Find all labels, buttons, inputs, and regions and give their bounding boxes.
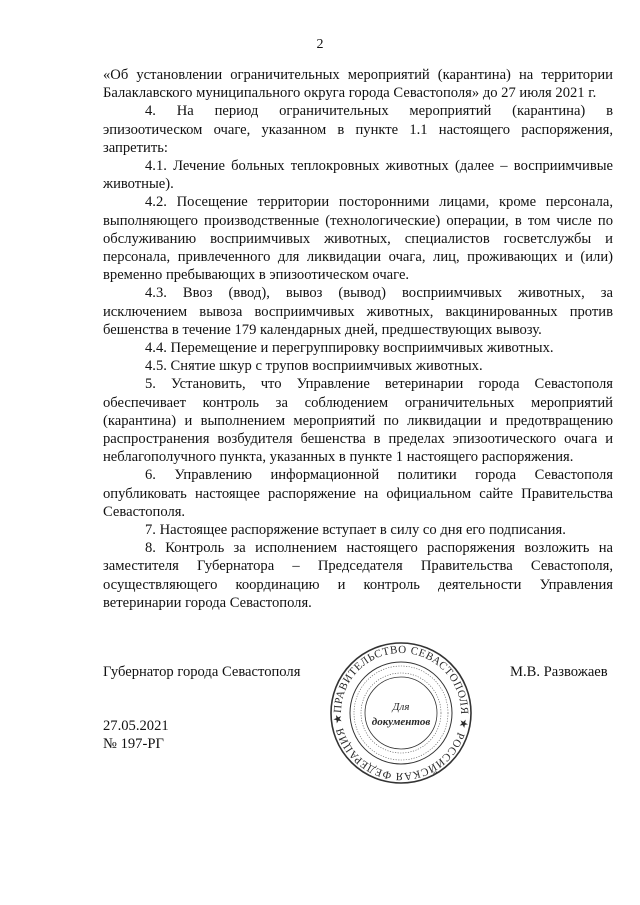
- document-number: № 197-РГ: [103, 736, 164, 752]
- seal-center-line1: Для: [392, 701, 410, 713]
- paragraph: «Об установлении ограничительных мероприятий (карантина) на территории Балаклавского муниципального округа города Севастополя» до 27 июля 2021 г.: [103, 67, 613, 102]
- document-body: [103, 66, 613, 612]
- seal-outer-text: ПРАВИТЕЛЬСТВО СЕВАСТОПОЛЯ ★ РОССИЙСКАЯ ФЕДЕРАЦИЯ ★: [331, 643, 471, 783]
- paragraph: 4. На период ограничительных мероприятий (карантина) в эпизоотическом очаге, указанном в пункте 1.1 настоящего распоряжения, запретить:: [103, 103, 613, 156]
- paragraph: 4.5. Снятие шкур с трупов восприимчивых животных.: [145, 358, 483, 375]
- paragraph: 6. Управлению информационной политики города Севастополя опубликовать настоящее распоряжение на официальном сайте Правительства Севастополя.: [103, 467, 613, 520]
- signatory-name: М.В. Развожаев: [510, 664, 608, 680]
- paragraph: 7. Настоящее распоряжение вступает в силу со дня его подписания.: [145, 522, 566, 539]
- document-date: 27.05.2021: [103, 718, 169, 734]
- paragraph: 8. Контроль за исполнением настоящего распоряжения возложить на заместителя Губернатора – Председателя Правительства Севастополя, осуществляющего координацию и контроль деятельности Управления ветеринарии города Севастополя.: [103, 540, 613, 611]
- seal-center-line2: документов: [371, 716, 431, 728]
- paragraph: 5. Установить, что Управление ветеринарии города Севастополя обеспечивает контроль за соблюдением ограничительных мероприятий (карантина) и выполнением мероприятий по ликвидации и предотвращению распространения возбудителя бешенства в пределах эпизоотического очага и неблагополучного пункта, указанных в пункте 1 настоящего распоряжения.: [103, 376, 613, 466]
- paragraph: 4.3. Ввоз (ввод), вывоз (вывод) восприимчивых животных, за исключением вывоза восприимчивых животных, вакцинированных против бешенства в течение 179 календарных дней, предшествующих вывозу.: [103, 285, 613, 338]
- official-seal: [328, 640, 474, 786]
- svg-text:ПРАВИТЕЛЬСТВО СЕВАСТОПОЛЯ ★ РО: [332, 644, 470, 782]
- paragraph: 4.1. Лечение больных теплокровных животных (далее – восприимчивые животные).: [103, 158, 613, 193]
- paragraph: 4.2. Посещение территории посторонними лицами, кроме персонала, выполняющего производственные (технологические) операции, в том числе по обслуживанию восприимчивых животных, специалистов госветслужбы и персонала, привлеченного для ликвидации очага, лиц, проживающих и (или) временно пребывающих в эпизоотическом очаге.: [103, 194, 613, 284]
- paragraph: 4.4. Перемещение и перегруппировку восприимчивых животных.: [145, 340, 554, 357]
- page-number: 2: [316, 37, 324, 52]
- signatory-position: Губернатор города Севастополя: [103, 664, 301, 680]
